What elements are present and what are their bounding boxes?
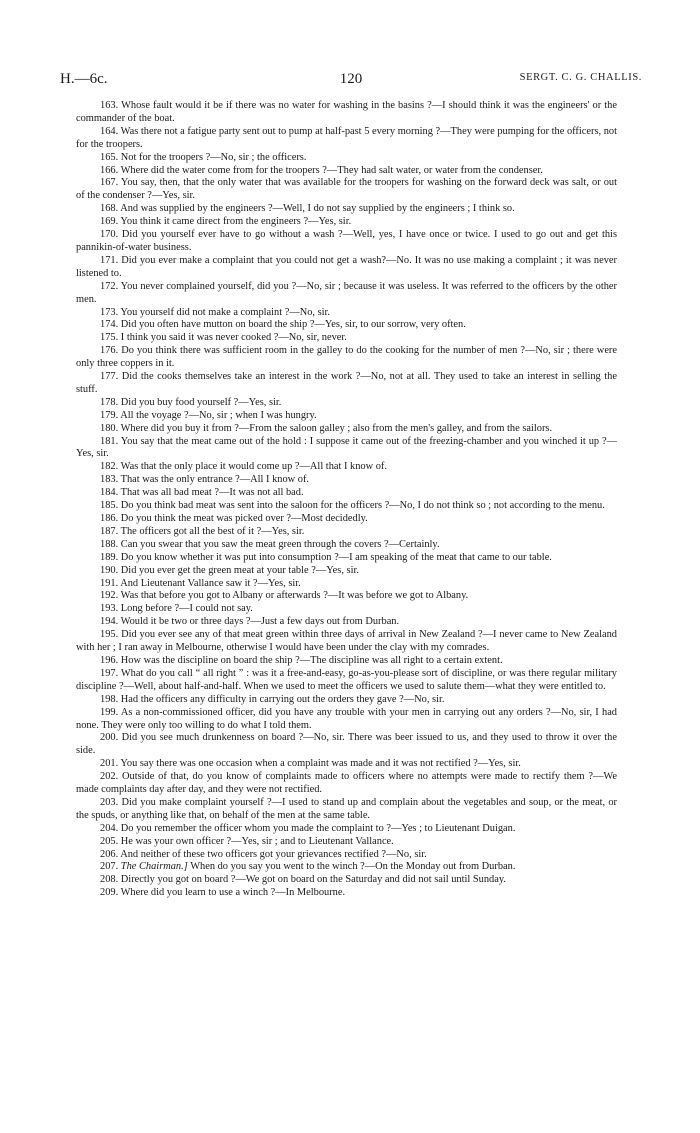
- question-entry: [76, 758, 617, 771]
- question-entry: [76, 578, 617, 591]
- question-number: 165.: [100, 151, 119, 163]
- question-text: Where did you learn to use a winch ?—In Melbourne.: [120, 887, 346, 899]
- question-number: 176.: [100, 345, 119, 357]
- question-entry: [76, 616, 617, 629]
- question-entry: [76, 371, 617, 397]
- question-text: Can you swear that you saw the meat green through the covers ?—Certainly.: [120, 538, 440, 550]
- question-text: Did you see much drunkenness on board ?—No, sir. There was beer issued to us, and they used to throw it over the side.: [76, 732, 617, 757]
- question-entry: [76, 732, 617, 758]
- question-number: 207.: [100, 861, 119, 873]
- question-text: You think it came direct from the engineers ?—Yes, sir.: [120, 216, 352, 228]
- question-text: Had the officers any difficulty in carrying out the orders they gave ?—No, sir.: [120, 693, 445, 705]
- question-entry: [76, 177, 617, 203]
- question-text: Was that the only place it would come up ?—All that I know of.: [120, 461, 387, 473]
- question-number: 181.: [100, 435, 119, 447]
- question-entry: [76, 126, 617, 152]
- question-entry: [76, 255, 617, 281]
- question-number: 168.: [100, 203, 119, 215]
- question-text: Do you think there was sufficient room in the galley to do the cooking for the number of men ?—No, sir ; there were only three coppers in it.: [76, 345, 617, 370]
- question-entry: [76, 500, 617, 513]
- question-entry: [76, 629, 617, 655]
- question-text: Did you yourself ever have to go without a wash ?—Well, yes, I have once or twice. I used to go out and get this pannikin-of-water business.: [76, 229, 617, 253]
- question-text: Was there not a fatigue party sent out to pump at half-past 5 every morning ?—They were pumping for the officers, not for the troopers.: [76, 125, 617, 150]
- question-text: As a non-commissioned officer, did you have any trouble with your men in carrying out any orders ?—No, sir, I had none. They were only too willing to do what I told them.: [76, 706, 618, 731]
- question-text: And was supplied by the engineers ?—Well, I do not say supplied by the engineers ; I think so.: [120, 203, 515, 215]
- question-number: 183.: [100, 474, 119, 486]
- question-text: You say, then, that the only water that was available for the troopers for washing on the forward deck was salt, or out of the condenser ?—Yes, sir.: [76, 177, 618, 202]
- question-entry: [76, 423, 617, 436]
- question-text: Was that before you got to Albany or afterwards ?—It was before we got to Albany.: [120, 590, 469, 602]
- question-number: 166.: [100, 164, 119, 176]
- question-text: All the voyage ?—No, sir ; when I was hungry.: [120, 409, 317, 421]
- question-number: 202.: [100, 771, 119, 783]
- question-entry: [76, 319, 617, 332]
- question-text: Did you ever get the green meat at your table ?—Yes, sir.: [120, 564, 359, 576]
- question-entry: [76, 410, 617, 423]
- question-number: 195.: [100, 629, 119, 641]
- question-number: 163.: [100, 100, 119, 111]
- question-text: Do you know whether it was put into consumption ?—I am speaking of the meat that came to our table.: [120, 551, 552, 563]
- question-entry: [76, 487, 617, 500]
- question-entry: [76, 849, 617, 862]
- question-text: You say there was one occasion when a complaint was made and it was not rectified ?—Yes, sir.: [120, 758, 521, 770]
- question-entry: [76, 603, 617, 616]
- question-number: 174.: [100, 319, 119, 331]
- question-number: 180.: [100, 422, 119, 434]
- question-text: How was the discipline on board the ship ?—The discipline was all right to a certain extent.: [120, 654, 503, 666]
- question-entry: [76, 771, 617, 797]
- question-number: 182.: [100, 461, 119, 473]
- question-entry: [76, 552, 617, 565]
- question-text: Did the cooks themselves take an interest in the work ?—No, not at all. They used to take an interest in selling the stuff.: [76, 371, 617, 395]
- question-text: And Lieutenant Vallance saw it ?—Yes, sir.: [120, 577, 301, 589]
- question-number: 189.: [100, 551, 119, 563]
- question-entry: [76, 655, 617, 668]
- question-entry: [76, 152, 617, 165]
- question-text: Did you make complaint yourself ?—I used to stand up and complain about the vegetables and soup, or the meat, or the spuds, or anything like that, on behalf of the men at the same table.: [76, 796, 617, 821]
- question-number: 209.: [100, 887, 119, 899]
- question-entry: [76, 539, 617, 552]
- question-number: 205.: [100, 835, 119, 847]
- question-number: 164.: [100, 125, 119, 137]
- question-text: He was your own officer ?—Yes, sir ; and to Lieutenant Vallance.: [120, 835, 394, 847]
- question-entry: [76, 216, 617, 229]
- question-number: 194.: [100, 616, 119, 628]
- question-entry: [76, 436, 617, 462]
- question-entry: [76, 874, 617, 887]
- question-text: The officers got all the best of it ?—Yes, sir.: [120, 525, 305, 537]
- question-text: You yourself did not make a complaint ?—No, sir.: [120, 306, 331, 318]
- question-text: You say that the meat came out of the hold : I suppose it came out of the freezing-chamber and you winched it up ?—Yes, sir.: [76, 435, 617, 460]
- question-entry: [76, 590, 617, 603]
- question-entry: [76, 461, 617, 474]
- question-entry: [76, 165, 617, 178]
- question-number: 200.: [100, 732, 119, 744]
- question-text: Would it be two or three days ?—Just a few days out from Durban.: [120, 616, 400, 628]
- page-number: 120: [339, 71, 363, 87]
- question-entry: [76, 332, 617, 345]
- question-text: You never complained yourself, did you ?—No, sir ; because it was useless. It was referred to the officers by the other men.: [76, 280, 617, 305]
- question-text: When do you say you went to the winch ?—On the Monday out from Durban.: [190, 861, 516, 873]
- question-number: 171.: [100, 254, 119, 266]
- question-entry: [76, 345, 617, 371]
- question-entry: [76, 229, 617, 255]
- question-number: 167.: [100, 177, 119, 189]
- question-text: And neither of these two officers got your grievances rectified ?—No, sir.: [120, 848, 427, 860]
- question-text: Did you ever see any of that meat green within three days of arrival in New Zealand ?—I never came to New Zealand with her ; I ran away in Melbourne, otherwise I would have been under the clay with my comrades.: [76, 629, 617, 654]
- question-number: 208.: [100, 874, 119, 886]
- question-entry: [76, 694, 617, 707]
- question-entry: [76, 526, 617, 539]
- question-number: 198.: [100, 693, 119, 705]
- question-number: 203.: [100, 796, 119, 808]
- question-number: 172.: [100, 280, 119, 292]
- question-number: 190.: [100, 564, 119, 576]
- question-entry: [76, 707, 617, 733]
- question-number: 201.: [100, 758, 119, 770]
- question-entry: [76, 397, 617, 410]
- question-entry: [76, 797, 617, 823]
- question-text: Did you often have mutton on board the ship ?—Yes, sir, to our sorrow, very often.: [120, 319, 466, 331]
- question-number: 193.: [100, 603, 119, 615]
- question-entry: [76, 474, 617, 487]
- question-text: I think you said it was never cooked ?—No, sir, never.: [120, 332, 347, 344]
- question-text: That was the only entrance ?—All I know of.: [120, 474, 310, 486]
- question-entry: [76, 565, 617, 578]
- question-text: Did you buy food yourself ?—Yes, sir.: [120, 396, 282, 408]
- question-number: 204.: [100, 822, 119, 834]
- question-number: 186.: [100, 513, 119, 524]
- question-number: 169.: [100, 216, 119, 228]
- question-entry: [76, 861, 617, 874]
- question-text: Did you ever make a complaint that you could not get a wash?—No. It was no use making a complaint ; it was never listened to.: [76, 254, 617, 279]
- question-number: 177.: [100, 371, 119, 383]
- question-text: Whose fault would it be if there was no water for washing in the basins ?—I should think it was the engineers' or the commander of the boat.: [76, 100, 617, 124]
- question-entry: [76, 100, 617, 126]
- question-number: 173.: [100, 306, 119, 318]
- question-text: Do you think bad meat was sent into the saloon for the officers ?—No, I do not think so ; not according to the menu.: [120, 500, 605, 512]
- question-number: 170.: [100, 229, 119, 241]
- question-number: 206.: [100, 848, 119, 860]
- question-number: 185.: [100, 500, 119, 512]
- question-text: Where did you buy it from ?—From the saloon galley ; also from the men's galley, and from the sailors.: [120, 422, 553, 434]
- question-entry: [76, 307, 617, 320]
- question-number: 191.: [100, 577, 119, 589]
- question-number: 197.: [100, 667, 119, 679]
- question-number: 187.: [100, 525, 119, 537]
- question-text: Directly you got on board ?—We got on board on the Saturday and did not sail until Sunday.: [120, 874, 506, 886]
- question-text: Long before ?—I could not say.: [120, 603, 253, 615]
- question-number: 192.: [100, 590, 119, 602]
- question-text: Do you think the meat was picked over ?—Most decidedly.: [120, 513, 368, 524]
- question-entry: [76, 281, 617, 307]
- question-text: What do you call “ all right ” : was it a free-and-easy, go-as-you-please sort of discipline, or was there regular military discipline ?—Well, about half-and-half. When we used to meet the officers we used to salute them—what they were entitled to.: [76, 667, 617, 692]
- question-entry: [76, 203, 617, 216]
- question-number: 188.: [100, 538, 119, 550]
- question-text: Where did the water come from for the troopers ?—They had salt water, or water from the condenser.: [120, 164, 543, 176]
- question-number: 178.: [100, 396, 119, 408]
- question-number: 175.: [100, 332, 119, 344]
- question-entry: [76, 823, 617, 836]
- question-entry: [76, 836, 617, 849]
- witness-name: SERGT. C. G. CHALLIS.: [519, 72, 642, 83]
- question-entry: [76, 513, 617, 526]
- speaker-label: The Chairman.]: [120, 861, 188, 873]
- page-header: [60, 71, 642, 89]
- question-text: Not for the troopers ?—No, sir ; the officers.: [120, 151, 307, 163]
- question-number: 184.: [100, 487, 119, 499]
- testimony-body: [76, 100, 617, 900]
- question-entry: [76, 887, 617, 900]
- question-text: Outside of that, do you know of complaints made to officers where no attempts were made to rectify them ?—We made complaints day after day, and they were not rectified.: [76, 771, 617, 796]
- question-number: 199.: [100, 706, 119, 718]
- question-entry: [76, 668, 617, 694]
- report-reference: H.—6c.: [60, 71, 108, 87]
- question-text: Do you remember the officer whom you made the complaint to ?—Yes ; to Lieutenant Duigan.: [120, 822, 516, 834]
- question-number: 196.: [100, 654, 119, 666]
- question-text: That was all bad meat ?—It was not all bad.: [120, 487, 304, 499]
- question-number: 179.: [100, 409, 119, 421]
